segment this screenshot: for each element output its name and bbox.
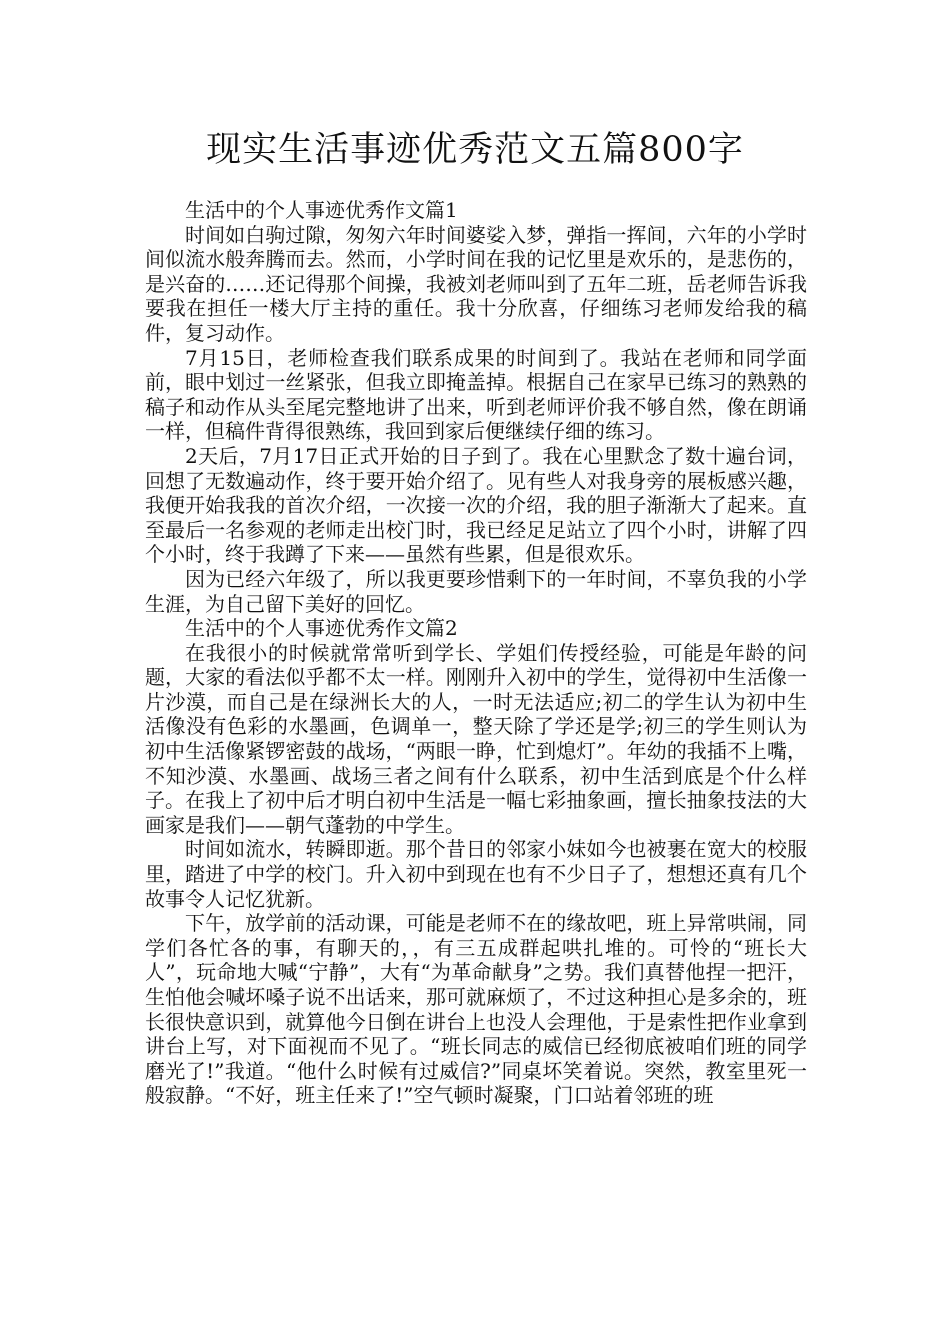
document-title: 现实生活事迹优秀范文五篇800字 — [206, 130, 744, 170]
body-paragraph: 7月15日，老师检查我们联系成果的时间到了。我站在老师和同学面前，眼中划过一丝紧张，但我立即掩盖掉。根据自己在家早已练习的熟熟的稿子和动作从头至尾完整地讲了出来，听到老师评价我不够自然，像在朗诵一样，但稿件背得很熟练，我回到家后便继续仔细的练习。 — [145, 345, 807, 444]
body-paragraph: 时间如流水，转瞬即逝。那个昔日的邻家小妹如今也被裹在宽大的校服里，踏进了中学的校门。升入初中到现在也有不少日子了，想想还真有几个故事令人记忆犹新。 — [145, 837, 807, 911]
body-paragraph: 2天后，7月17日正式开始的日子到了。我在心里默念了数十遍台词，回想了无数遍动作，终于要开始介绍了。见有些人对我身旁的展板感兴趣，我便开始我我的首次介绍，一次接一次的介绍，我的胆子渐渐大了起来。直至最后一名参观的老师走出校门时，我已经足足站立了四个小时，讲解了四个小时，终于我蹲了下来——虽然有些累，但是很欢乐。 — [145, 443, 807, 567]
essay-2-heading: 生活中的个人事迹优秀作文篇2 — [185, 616, 458, 641]
essay-1-heading: 生活中的个人事迹优秀作文篇1 — [185, 198, 458, 222]
body-paragraph: 在我很小的时候就常常听到学长、学姐们传授经验，可能是年龄的问题，大家的看法似乎都不太一样。刚刚升入初中的学生，觉得初中生活像一片沙漠，而自己是在绿洲长大的人，一时无法适应;初二的学生认为初中生活像没有色彩的水墨画，色调单一，整天除了学还是学;初三的学生则认为初中生活像紧锣密鼓的战场，“两眼一睁，忙到熄灯”。年幼的我插不上嘴，不知沙漠、水墨画、战场三者之间有什么联系，初中生活到底是个什么样子。在我上了初中后才明白初中生活是一幅七彩抽象画，擅长抽象技法的大画家是我们——朝气蓬勃的中学生。 — [145, 640, 807, 837]
body-paragraph: 因为已经六年级了，所以我更要珍惜剩下的一年时间，不辜负我的小学生涯，为自己留下美好的回忆。 — [145, 566, 807, 616]
body-paragraph: 时间如白驹过隙，匆匆六年时间婆娑入梦，弹指一挥间，六年的小学时间似流水般奔腾而去。然而，小学时间在我的记忆里是欢乐的，是悲伤的，是兴奋的……还记得那个间操，我被刘老师叫到了五年二班，岳老师告诉我要我在担任一楼大厅主持的重任。我十分欣喜，仔细练习老师发给我的稿件，复习动作。 — [145, 222, 807, 345]
document-body — [145, 198, 807, 1108]
body-paragraph: 下午，放学前的活动课，可能是老师不在的缘故吧，班上异常哄闹，同学们各忙各的事，有聊天的，，有三五成群起哄扎堆的。可怜的“班长大人”，玩命地大喊“宁静”，大有“为革命献身”之势。我们真替他捏一把汗，生怕他会喊坏嗓子说不出话来，那可就麻烦了，不过这种担心是多余的，班长很快意识到，就算他今日倒在讲台上也没人会理他，于是索性把作业拿到讲台上写，对下面视而不见了。“班长同志的威信已经彻底被咱们班的同学磨光了!”我道。“他什么时候有过威信?”同桌坏笑着说。突然，教室里死一般寂静。“不好，班主任来了!”空气顿时凝聚，门口站着邻班的班 — [145, 911, 807, 1108]
